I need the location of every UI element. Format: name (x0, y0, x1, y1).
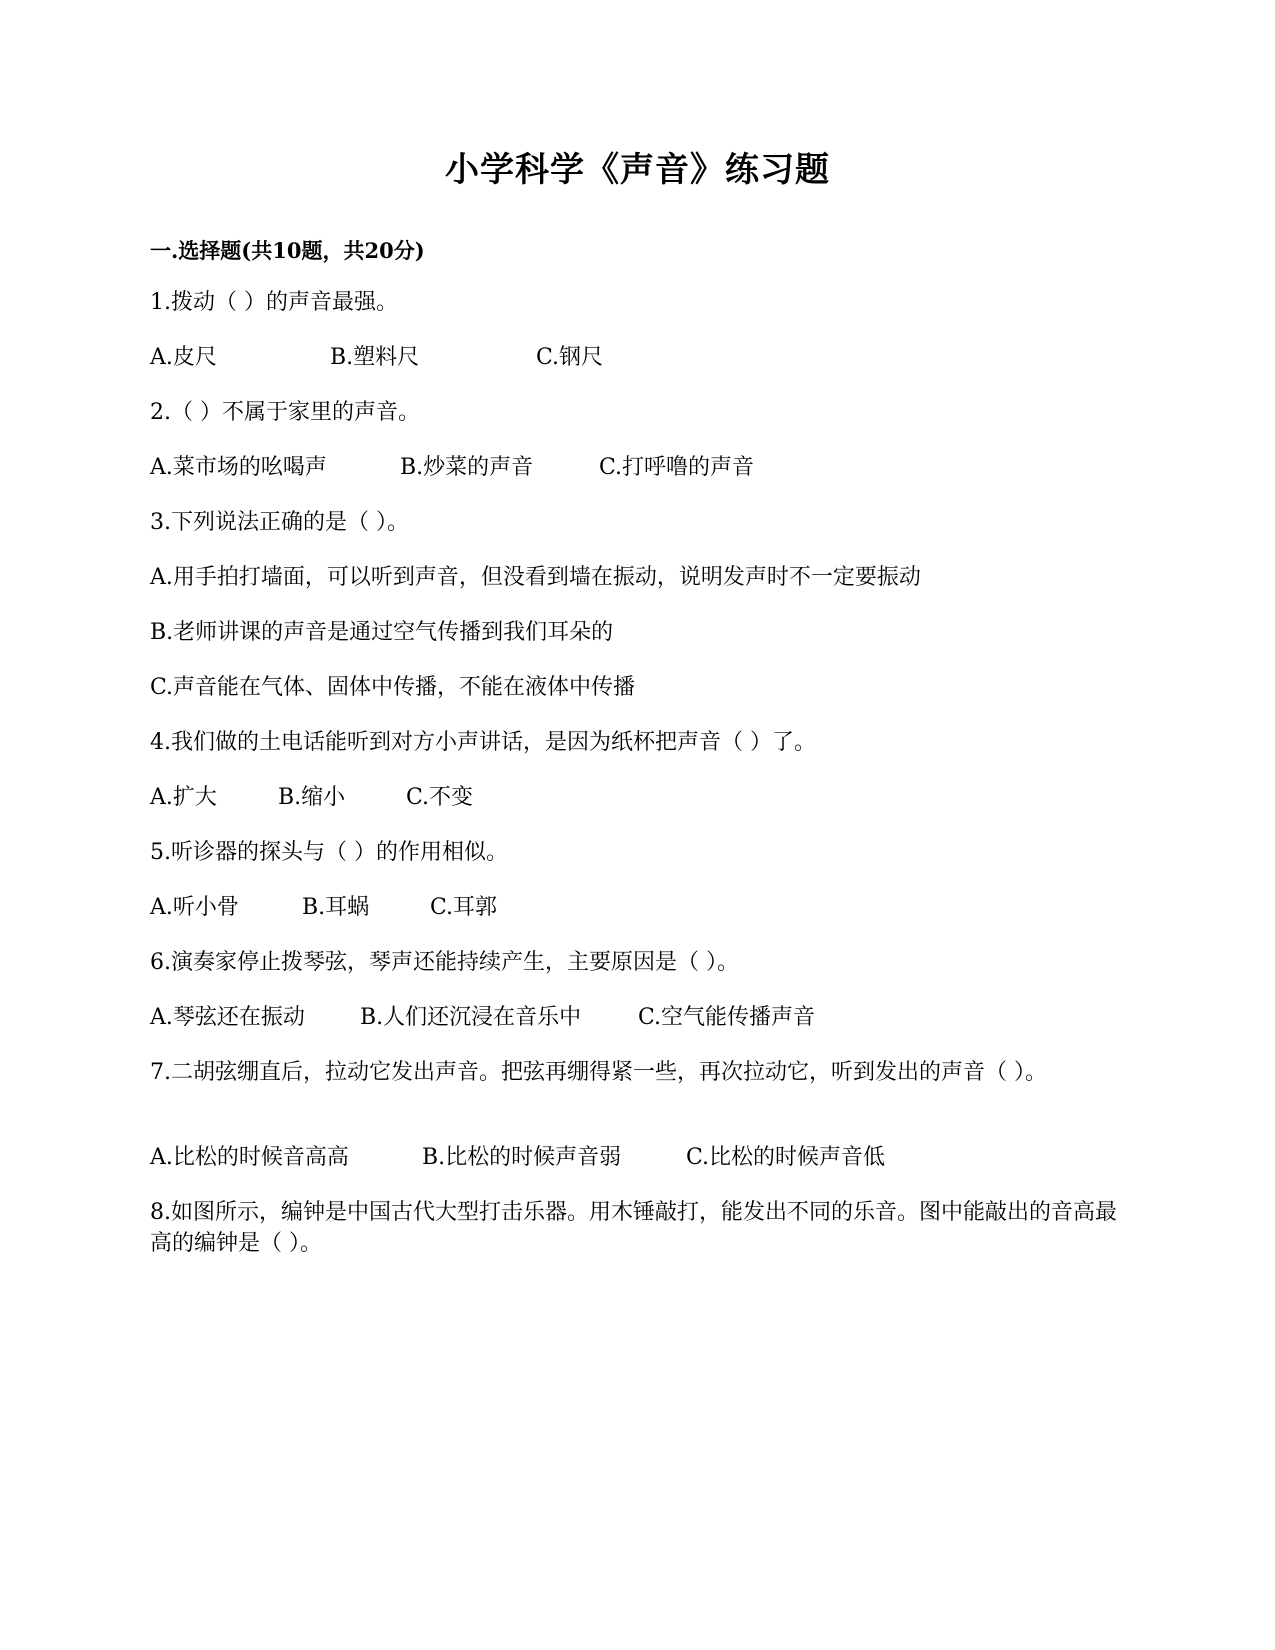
page-title: 小学科学《声音》练习题 (445, 150, 830, 190)
question-4-stem: 4.我们做的土电话能听到对方小声讲话，是因为纸杯把声音（ ）了。 (150, 730, 816, 755)
option-b: B.缩小 (278, 785, 346, 810)
option-b: B.比松的时候声音弱 (422, 1145, 622, 1170)
question-3-stem: 3.下列说法正确的是（ ）。 (150, 510, 409, 535)
question-1-stem: 1.拨动（ ）的声音最强。 (150, 290, 398, 315)
question-3-option-b: B.老师讲课的声音是通过空气传播到我们耳朵的 (150, 620, 614, 645)
option-a: A.听小骨 (150, 895, 239, 920)
question-5-stem: 5.听诊器的探头与（ ）的作用相似。 (150, 840, 508, 865)
option-a: A.皮尺 (150, 345, 217, 370)
section-heading: 一.选择题(共10题，共20分) (150, 238, 425, 263)
option-c: C.钢尺 (536, 345, 604, 370)
question-3-option-c: C.声音能在气体、固体中传播，不能在液体中传播 (150, 675, 636, 700)
option-b: B.塑料尺 (330, 345, 420, 370)
option-b: B.炒菜的声音 (400, 455, 534, 480)
option-a: A.菜市场的吆喝声 (150, 455, 327, 480)
option-a: A.琴弦还在振动 (150, 1005, 305, 1030)
option-b: B.耳蜗 (302, 895, 370, 920)
option-a: A.比松的时候音高高 (150, 1145, 349, 1170)
option-c: C.比松的时候声音低 (686, 1145, 886, 1170)
question-3-option-a: A.用手拍打墙面，可以听到声音，但没看到墙在振动，说明发声时不一定要振动 (150, 565, 921, 590)
question-7-stem: 7.二胡弦绷直后，拉动它发出声音。把弦再绷得紧一些，再次拉动它，听到发出的声音（ ）。 (150, 1060, 1047, 1085)
option-c: C.空气能传播声音 (638, 1005, 816, 1030)
option-c: C.打呼噜的声音 (599, 455, 755, 480)
option-a: A.扩大 (150, 785, 217, 810)
question-8-stem: 8.如图所示，编钟是中国古代大型打击乐器。用木锤敲打，能发出不同的乐音。图中能敲出的音高最高的编钟是（ ）。 (150, 1200, 1117, 1256)
option-c: C.不变 (406, 785, 474, 810)
option-b: B.人们还沉浸在音乐中 (360, 1005, 582, 1030)
question-2-stem: 2.（ ）不属于家里的声音。 (150, 400, 420, 425)
question-6-stem: 6.演奏家停止拨琴弦，琴声还能持续产生，主要原因是（ ）。 (150, 950, 739, 975)
option-c: C.耳郭 (430, 895, 498, 920)
